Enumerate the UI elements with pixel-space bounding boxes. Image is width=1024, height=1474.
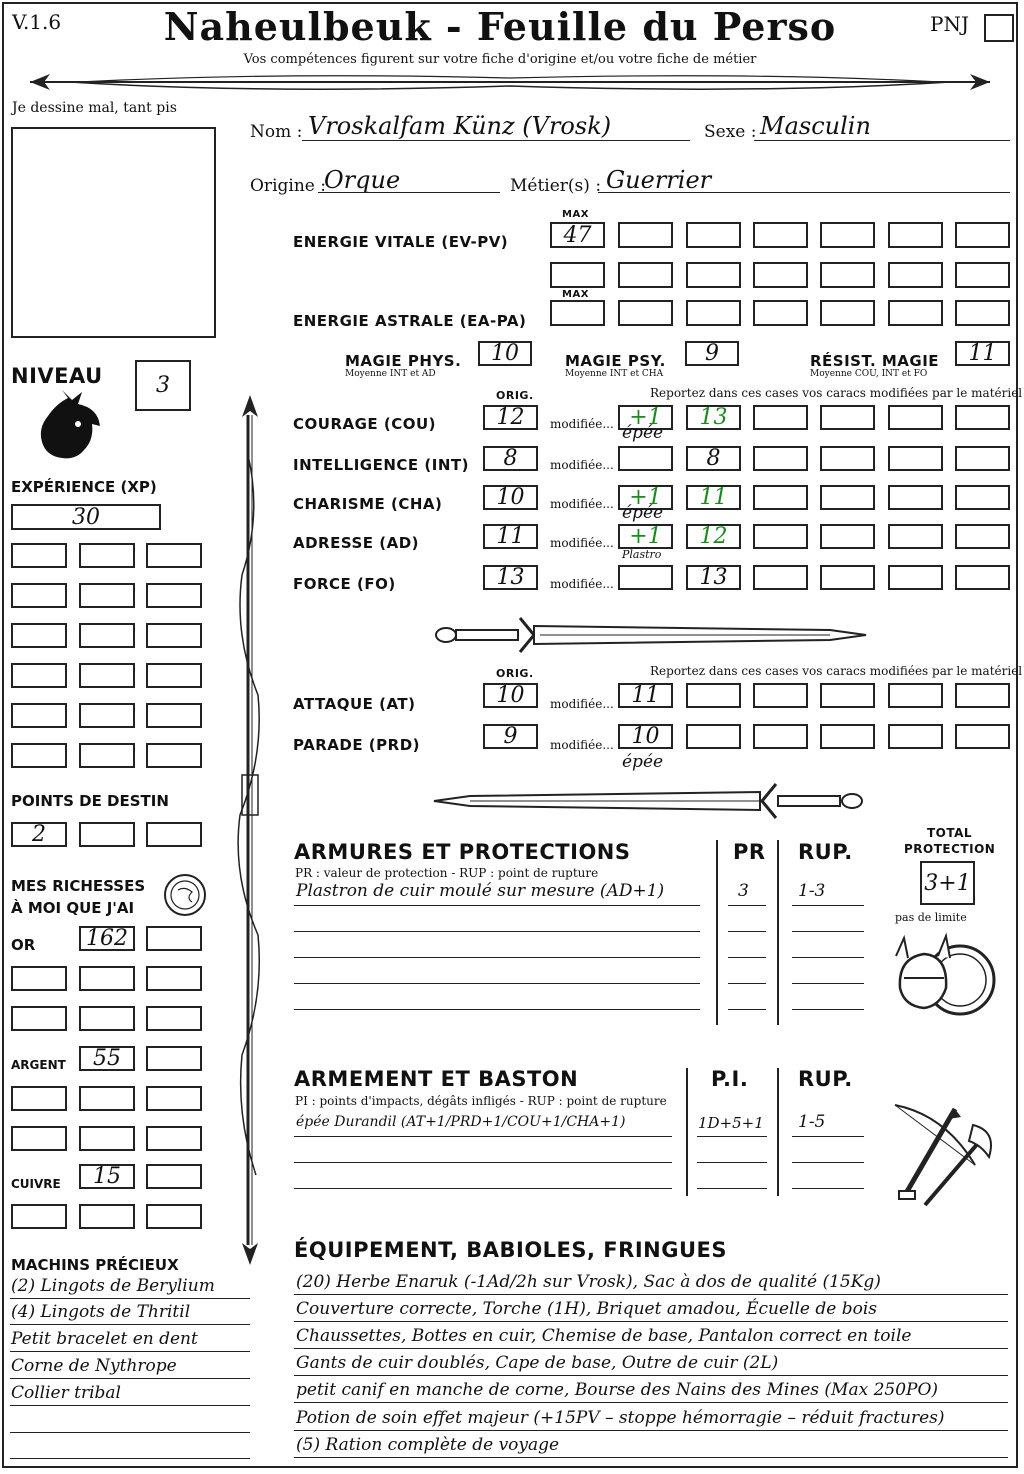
combat-report-note: Reportez dans ces cases vos caracs modifiées par le matériel (650, 664, 1023, 678)
carac-modif-box[interactable] (618, 565, 673, 590)
machin-line (10, 1324, 250, 1325)
ev-box[interactable] (686, 222, 741, 248)
arme-rup-line (792, 1136, 864, 1137)
experience-label: EXPÉRIENCE (XP) (11, 478, 157, 496)
equipement-line-text[interactable]: Gants de cuir doublés, Cape de base, Outre de cuir (2L) (296, 1353, 779, 1373)
machin-line (10, 1405, 250, 1406)
ev-box[interactable] (753, 262, 808, 288)
ev-box[interactable] (686, 262, 741, 288)
ea-box[interactable] (888, 300, 943, 326)
arme-name[interactable]: épée Durandil (AT+1/PRD+1/COU+1/CHA+1) (296, 1114, 626, 1130)
ev-box[interactable] (955, 262, 1010, 288)
metier-label: Métier(s) : (510, 176, 602, 196)
equipement-line (294, 1430, 1008, 1431)
armure-rup-line (792, 957, 864, 958)
arme-rup-line (792, 1188, 864, 1189)
machin-item[interactable]: (2) Lingots de Berylium (11, 1276, 215, 1296)
armures-rup-label: RUP. (798, 840, 853, 864)
machin-line (10, 1298, 250, 1299)
armure-rup-line (792, 905, 864, 906)
xp-box[interactable] (11, 703, 67, 728)
armures-heading: ARMURES ET PROTECTIONS (294, 840, 631, 864)
equipement-line-text[interactable]: Potion de soin effet majeur (+15PV – stoppe hémorragie – réduit fractures) (296, 1408, 945, 1428)
combat-extra-box[interactable] (820, 724, 875, 749)
carac-orig-box[interactable]: 8 (483, 446, 538, 471)
machin-line (10, 1432, 250, 1433)
xp-box[interactable] (146, 543, 202, 568)
arme-line (294, 1136, 672, 1137)
or-box[interactable] (79, 966, 135, 991)
armement-rup-label: RUP. (798, 1067, 853, 1091)
carac-extra-box[interactable] (888, 446, 943, 471)
carac-orig-box[interactable]: 11 (483, 524, 538, 549)
carac-extra-box[interactable] (955, 524, 1010, 549)
carac-final-box[interactable]: 12 (686, 524, 741, 549)
argent-label: ARGENT (11, 1058, 66, 1072)
armure-line (294, 957, 700, 958)
portrait-caption: Je dessine mal, tant pis (12, 100, 177, 116)
dragon-head-icon (38, 390, 106, 465)
carac-extra-box[interactable] (955, 485, 1010, 510)
metier-line (598, 192, 1010, 193)
carac-modif-note: épée (622, 503, 664, 523)
ea-box[interactable] (753, 300, 808, 326)
equipement-line-text[interactable]: Couverture correcte, Torche (1H), Briquet amadou, Écuelle de bois (296, 1299, 878, 1319)
xp-box[interactable] (146, 623, 202, 648)
cuivre-box[interactable] (79, 1204, 135, 1229)
richesses-label: MES RICHESSES (11, 877, 146, 895)
pi-label: P.I. (711, 1067, 749, 1091)
machin-item[interactable]: Corne de Nythrope (11, 1356, 177, 1376)
xp-box[interactable] (79, 623, 135, 648)
xp-box[interactable] (11, 543, 67, 568)
arme-line (294, 1162, 672, 1163)
modif-label: modifiée... (550, 458, 614, 472)
armures-note: PR : valeur de protection - RUP : point de rupture (295, 866, 599, 880)
armure-name[interactable]: Plastron de cuir moulé sur mesure (AD+1) (296, 881, 665, 901)
version-label: V.1.6 (12, 10, 62, 34)
carac-modif-box[interactable] (618, 446, 673, 471)
combat-label: PARADE (PRD) (293, 736, 421, 754)
cuivre-box[interactable]: 15 (79, 1164, 135, 1189)
ev-box[interactable] (888, 222, 943, 248)
ev-box[interactable] (618, 262, 673, 288)
total-protection-label: TOTAL (927, 826, 973, 840)
ev-box[interactable] (753, 222, 808, 248)
ev-box[interactable] (618, 222, 673, 248)
xp-box[interactable] (146, 703, 202, 728)
armure-pr-line (728, 931, 766, 932)
armure-rup-line (792, 931, 864, 932)
machins-label: MACHINS PRÉCIEUX (11, 1256, 179, 1274)
ea-label: ENERGIE ASTRALE (EA-PA) (293, 312, 527, 330)
carac-label: FORCE (FO) (293, 575, 396, 593)
or-box[interactable]: 162 (79, 926, 135, 951)
coin-icon (162, 872, 208, 918)
xp-box[interactable] (79, 703, 135, 728)
richesses-label-2: À MOI QUE J'AI (11, 899, 135, 917)
carac-final-box[interactable]: 13 (686, 565, 741, 590)
or-box[interactable] (146, 966, 202, 991)
portrait-box[interactable] (11, 127, 216, 338)
orig-label: ORIG. (496, 389, 534, 402)
combat-note: épée (622, 752, 664, 772)
equipement-line (294, 1321, 1008, 1322)
modif-label: modifiée... (550, 738, 614, 752)
armures-col-divider (777, 840, 779, 1025)
ea-box[interactable] (686, 300, 741, 326)
carac-extra-box[interactable] (753, 565, 808, 590)
carac-label: CHARISME (CHA) (293, 495, 443, 513)
ev-box[interactable] (550, 262, 605, 288)
carac-extra-box[interactable] (820, 485, 875, 510)
modif-label: modifiée... (550, 577, 614, 591)
combat-extra-box[interactable] (955, 724, 1010, 749)
machin-line (10, 1378, 250, 1379)
machin-line (10, 1351, 250, 1352)
equipement-line-text[interactable]: petit canif en manche de corne, Bourse des Nains des Mines (Max 250PO) (296, 1380, 939, 1400)
argent-box[interactable] (146, 1086, 202, 1111)
carac-label: ADRESSE (AD) (293, 534, 420, 552)
xp-box[interactable] (79, 743, 135, 768)
top-spear-divider-icon (10, 70, 1010, 98)
cuivre-label: CUIVRE (11, 1177, 61, 1191)
xp-box[interactable] (146, 663, 202, 688)
total-protection-label-2: PROTECTION (904, 842, 996, 856)
machin-item[interactable]: (4) Lingots de Thritil (11, 1302, 191, 1322)
resist-magie-note: Moyenne COU, INT et FO (810, 369, 928, 379)
resist-magie-label: RÉSIST. MAGIE (810, 352, 940, 370)
ev-box[interactable] (820, 222, 875, 248)
carac-modif-box[interactable]: +1 (618, 485, 673, 510)
armure-pr-line (728, 983, 766, 984)
argent-box[interactable] (79, 1086, 135, 1111)
experience-box[interactable]: 30 (11, 504, 161, 530)
xp-box[interactable] (11, 743, 67, 768)
equipement-line (294, 1457, 1008, 1458)
equipement-line-text[interactable]: (20) Herbe Enaruk (-1Ad/2h sur Vrosk), Sac à dos de qualité (15Kg) (296, 1272, 881, 1292)
ev-max-label: MAX (562, 209, 589, 220)
equipement-heading: ÉQUIPEMENT, BABIOLES, FRINGUES (294, 1238, 727, 1262)
cuivre-box[interactable] (11, 1204, 67, 1229)
ea-max-box[interactable] (550, 300, 605, 326)
ev-box[interactable] (820, 262, 875, 288)
ev-label: ENERGIE VITALE (EV-PV) (293, 233, 509, 251)
armure-pr-line (728, 957, 766, 958)
xp-box[interactable] (79, 543, 135, 568)
equipement-line-text[interactable]: (5) Ration complète de voyage (296, 1435, 560, 1455)
carac-label: COURAGE (COU) (293, 415, 437, 433)
combat-orig-box[interactable]: 10 (483, 683, 538, 708)
carac-orig-box[interactable]: 12 (483, 405, 538, 430)
machin-line (10, 1458, 250, 1459)
pnj-checkbox[interactable] (984, 14, 1014, 42)
ev-box[interactable] (955, 222, 1010, 248)
cuivre-box[interactable] (146, 1164, 202, 1189)
combat-orig-box[interactable]: 9 (483, 724, 538, 749)
ea-box[interactable] (820, 300, 875, 326)
or-box[interactable] (11, 966, 67, 991)
xp-box[interactable] (11, 663, 67, 688)
nom-line (302, 140, 690, 141)
carac-modif-note: épée (622, 423, 664, 443)
origine-label: Origine : (250, 176, 326, 196)
ev-max-box[interactable]: 47 (550, 222, 605, 248)
metier-value[interactable]: Guerrier (606, 166, 712, 194)
sexe-line (754, 140, 1010, 141)
carac-final-box[interactable]: 13 (686, 405, 741, 430)
origine-line (318, 192, 500, 193)
arme-pi-line (697, 1188, 767, 1189)
carac-extra-box[interactable] (753, 485, 808, 510)
destin-box[interactable]: 2 (11, 822, 67, 847)
modif-label: modifiée... (550, 697, 614, 711)
sexe-label: Sexe : (704, 122, 757, 142)
armure-pr-line (728, 905, 766, 906)
destin-box[interactable] (146, 822, 202, 847)
machin-item[interactable]: Petit bracelet en dent (11, 1329, 198, 1349)
magie-phys-note: Moyenne INT et AD (345, 369, 436, 379)
xp-box[interactable] (146, 583, 202, 608)
carac-orig-box[interactable]: 10 (483, 485, 538, 510)
resist-magie-box[interactable]: 11 (955, 341, 1010, 366)
armure-pr[interactable]: 3 (738, 881, 749, 901)
modif-label: modifiée... (550, 536, 614, 550)
carac-extra-box[interactable] (888, 524, 943, 549)
sword-divider-icon (430, 778, 870, 824)
carac-label: INTELLIGENCE (INT) (293, 456, 469, 474)
weapons-icon (885, 1095, 1005, 1215)
total-protection-box[interactable]: 3+1 (920, 861, 975, 905)
arme-rup-line (792, 1162, 864, 1163)
origine-value[interactable]: Orque (324, 166, 401, 194)
carac-extra-box[interactable] (753, 524, 808, 549)
armement-col-divider (777, 1068, 779, 1196)
niveau-box[interactable]: 3 (135, 360, 191, 411)
magie-phys-label: MAGIE PHYS. (345, 352, 462, 370)
armement-col-divider (686, 1068, 688, 1196)
or-label: OR (11, 936, 36, 954)
carac-extra-box[interactable] (820, 565, 875, 590)
modif-label: modifiée... (550, 497, 614, 511)
carac-modif-box[interactable]: +1 (618, 405, 673, 430)
argent-box[interactable] (11, 1126, 67, 1151)
carac-orig-box[interactable]: 13 (483, 565, 538, 590)
xp-box[interactable] (11, 623, 67, 648)
nom-value[interactable]: Vroskalfam Künz (Vrosk) (308, 112, 612, 140)
argent-box[interactable] (11, 1086, 67, 1111)
magie-phys-box[interactable]: 10 (478, 341, 532, 366)
armure-rup-line (792, 1009, 864, 1010)
combat-extra-box[interactable] (955, 683, 1010, 708)
equipement-line (294, 1348, 1008, 1349)
ea-box[interactable] (955, 300, 1010, 326)
combat-orig-label: ORIG. (496, 667, 534, 680)
combat-extra-box[interactable] (820, 683, 875, 708)
ea-max-label: MAX (562, 289, 589, 300)
carac-extra-box[interactable] (820, 405, 875, 430)
argent-box[interactable]: 55 (79, 1046, 135, 1071)
arme-rup[interactable]: 1-5 (798, 1112, 826, 1132)
equipement-line (294, 1375, 1008, 1376)
magie-psy-label: MAGIE PSY. (565, 352, 666, 370)
carac-extra-box[interactable] (955, 405, 1010, 430)
page-subtitle: Vos compétences figurent sur votre fiche d'origine et/ou votre fiche de métier (243, 52, 757, 67)
carac-extra-box[interactable] (753, 446, 808, 471)
arme-pi-line (697, 1136, 767, 1137)
niveau-label: NIVEAU (11, 364, 103, 388)
combat-final-box[interactable]: 10 (618, 724, 673, 749)
modif-label: modifiée... (550, 417, 614, 431)
pnj-label: PNJ (930, 12, 969, 36)
carac-extra-box[interactable] (820, 446, 875, 471)
armement-note: PI : points d'impacts, dégâts infligés - RUP : point de rupture (295, 1094, 667, 1108)
combat-extra-box[interactable] (888, 683, 943, 708)
armure-line (294, 1009, 700, 1010)
argent-box[interactable] (146, 1046, 202, 1071)
xp-box[interactable] (11, 583, 67, 608)
cuivre-box[interactable] (146, 1204, 202, 1229)
armure-line (294, 983, 700, 984)
machin-item[interactable]: Collier tribal (11, 1383, 121, 1403)
or-box[interactable] (79, 1006, 135, 1031)
carac-extra-box[interactable] (753, 405, 808, 430)
combat-final-box[interactable]: 11 (618, 683, 673, 708)
armure-rup-line (792, 983, 864, 984)
arme-pi[interactable]: 1D+5+1 (698, 1114, 764, 1132)
xp-box[interactable] (79, 663, 135, 688)
armures-col-divider (716, 840, 718, 1025)
page-title: Naheulbeuk - Feuille du Perso (163, 4, 837, 49)
sword-divider-icon (430, 612, 870, 658)
armure-rup[interactable]: 1-3 (798, 881, 826, 901)
or-box[interactable] (146, 1006, 202, 1031)
armure-line (294, 905, 700, 906)
combat-extra-box[interactable] (888, 724, 943, 749)
xp-box[interactable] (146, 743, 202, 768)
destin-label: POINTS DE DESTIN (11, 792, 169, 810)
combat-extra-box[interactable] (753, 724, 808, 749)
equipement-line (294, 1402, 1008, 1403)
equipement-line (294, 1294, 1008, 1295)
magie-psy-box[interactable]: 9 (685, 341, 739, 366)
caracs-report-note: Reportez dans ces cases vos caracs modifiées par le matériel (650, 386, 1023, 400)
sexe-value[interactable]: Masculin (760, 112, 871, 140)
ea-box[interactable] (618, 300, 673, 326)
nom-label: Nom : (250, 122, 303, 142)
armure-pr-line (728, 1009, 766, 1010)
magie-psy-note: Moyenne INT et CHA (565, 369, 664, 379)
staff-divider-icon (228, 395, 268, 1265)
arme-line (294, 1188, 672, 1189)
combat-extra-box[interactable] (686, 724, 741, 749)
combat-extra-box[interactable] (686, 683, 741, 708)
carac-modif-note: Plastro (622, 548, 662, 561)
helmet-shield-icon (888, 928, 998, 1038)
carac-extra-box[interactable] (955, 565, 1010, 590)
ev-box[interactable] (888, 262, 943, 288)
carac-modif-box[interactable]: +1 (618, 524, 673, 549)
argent-box[interactable] (79, 1126, 135, 1151)
carac-extra-box[interactable] (820, 524, 875, 549)
or-box[interactable] (11, 1006, 67, 1031)
armement-heading: ARMEMENT ET BASTON (294, 1067, 579, 1091)
destin-box[interactable] (79, 822, 135, 847)
carac-extra-box[interactable] (955, 446, 1010, 471)
pr-label: PR (733, 840, 766, 864)
xp-box[interactable] (79, 583, 135, 608)
carac-extra-box[interactable] (888, 565, 943, 590)
carac-final-box[interactable]: 8 (686, 446, 741, 471)
armure-line (294, 931, 700, 932)
carac-extra-box[interactable] (888, 405, 943, 430)
equipement-line-text[interactable]: Chaussettes, Bottes en cuir, Chemise de base, Pantalon correct en toile (296, 1326, 912, 1346)
total-protection-note: pas de limite (895, 911, 967, 924)
carac-extra-box[interactable] (888, 485, 943, 510)
or-box[interactable] (146, 926, 202, 951)
arme-pi-line (697, 1162, 767, 1163)
combat-extra-box[interactable] (753, 683, 808, 708)
argent-box[interactable] (146, 1126, 202, 1151)
combat-label: ATTAQUE (AT) (293, 695, 416, 713)
carac-final-box[interactable]: 11 (686, 485, 741, 510)
